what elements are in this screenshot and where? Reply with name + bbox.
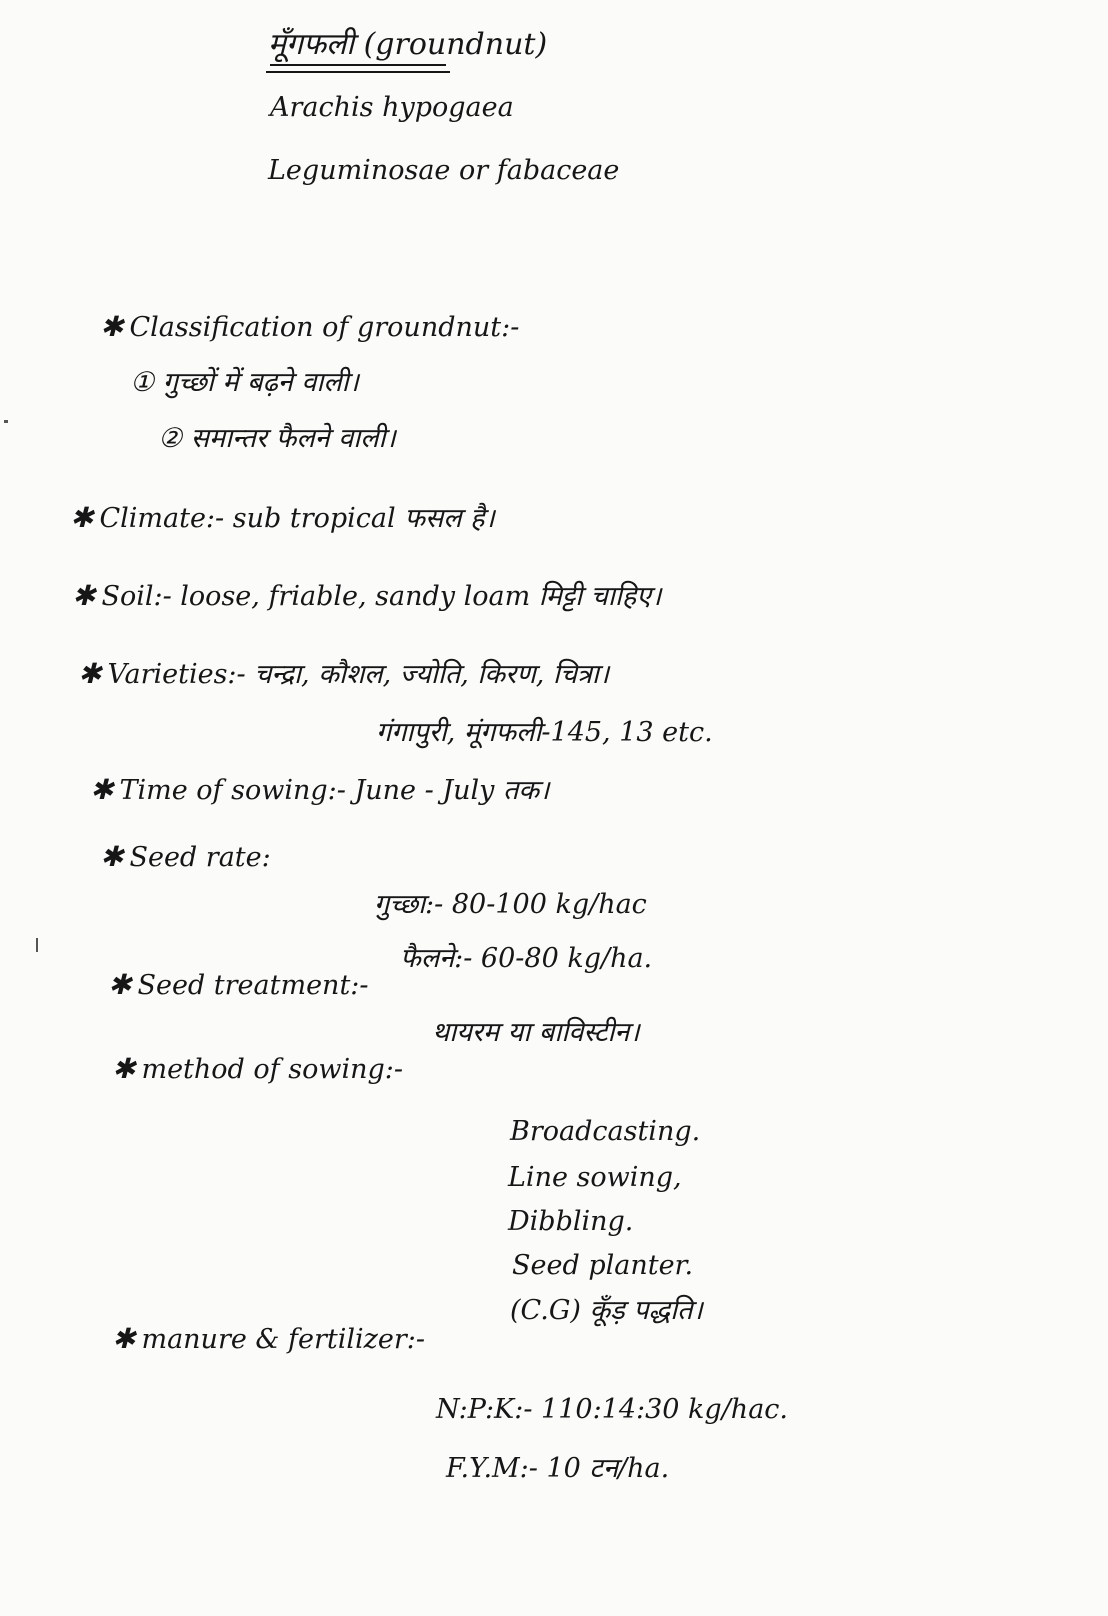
time-of-sowing-line: ✱ Time of sowing:- June - July तक। — [90, 773, 550, 806]
method-item: (C.G) कूँड़ पद्धति। — [510, 1295, 703, 1326]
star-bullet-icon: ✱ — [112, 1052, 136, 1085]
title-underline — [270, 64, 446, 66]
page-edge-mark — [36, 938, 38, 952]
page-title: मूँगफली (groundnut) — [268, 27, 548, 62]
star-bullet-icon: ✱ — [78, 657, 102, 690]
star-bullet-icon: ✱ — [100, 310, 124, 343]
seed-rate-heading: ✱ Seed rate: — [100, 840, 271, 873]
star-bullet-icon: ✱ — [112, 1322, 136, 1355]
star-bullet-icon: ✱ — [108, 968, 132, 1001]
method-item: Line sowing, — [508, 1162, 682, 1193]
soil-line: ✱ Soil:- loose, friable, sandy loam मिट्टी चाहिए। — [72, 579, 662, 612]
classification-item: ① गुच्छों में बढ़ने वाली। — [130, 367, 359, 398]
star-bullet-icon: ✱ — [72, 579, 96, 612]
page-edge-mark — [4, 420, 8, 423]
method-item: Dibbling. — [508, 1206, 634, 1237]
seed-treatment-value: थायरम या बाविस्टीन। — [432, 1017, 640, 1048]
manure-heading: ✱ manure & fertilizer:- — [112, 1322, 425, 1355]
varieties-line: ✱ Varieties:- चन्द्रा, कौशल, ज्योति, किरण, चित्रा। — [78, 657, 610, 690]
seed-treatment-heading: ✱ Seed treatment:- — [108, 968, 369, 1001]
method-of-sowing-heading: ✱ method of sowing:- — [112, 1052, 403, 1085]
star-bullet-icon: ✱ — [100, 840, 124, 873]
method-item: Broadcasting. — [510, 1116, 701, 1147]
classification-item: ② समान्तर फैलने वाली। — [158, 423, 396, 454]
varieties-line-2: गंगापुरी, मूंगफली-145, 13 etc. — [376, 717, 713, 748]
manure-fym: F.Y.M:- 10 टन/ha. — [446, 1453, 670, 1484]
seed-rate-spreading: फैलने:- 60-80 kg/ha. — [400, 943, 653, 974]
title-underline-2 — [266, 71, 450, 73]
star-bullet-icon: ✱ — [90, 773, 114, 806]
star-bullet-icon: ✱ — [70, 501, 94, 534]
method-item: Seed planter. — [512, 1250, 694, 1281]
seed-rate-bunch: गुच्छा:- 80-100 kg/hac — [374, 889, 647, 920]
climate-line: ✱ Climate:- sub tropical फसल है। — [70, 501, 495, 534]
classification-heading: ✱ Classification of groundnut:- — [100, 310, 520, 343]
manure-npk: N:P:K:- 110:14:30 kg/hac. — [436, 1394, 788, 1425]
family-name: Leguminosae or fabaceae — [268, 155, 620, 186]
botanical-name: Arachis hypogaea — [270, 92, 514, 123]
